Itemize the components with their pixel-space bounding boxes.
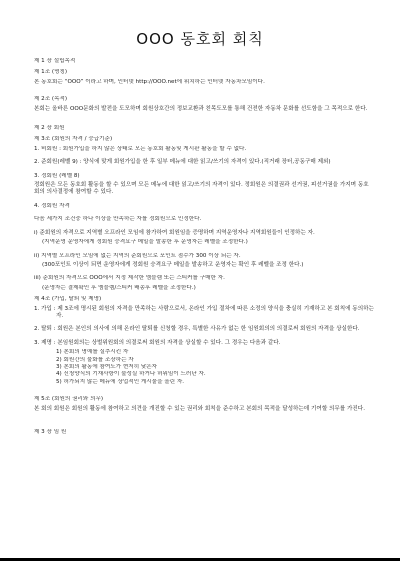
list-item-note: (운영자는 결제확인 후 엠블렘/스티커 배송후 레벨을 조정한다.) (42, 284, 196, 291)
sub-list-item: 3) 본회의 활동에 참여도가 현저히 낮은자 (56, 363, 158, 370)
list-item: ii) 지역별 오프라인 모임에 없는 지역의 준회원으로 포인트 점수가 300 이상 되는 자. (34, 252, 241, 259)
list-item: 3. 정회원 (레벨 8) (34, 172, 80, 179)
list-item: 1. 가입 : 제 3조에 명시된 회원의 자격을 만족하는 사람으로서, 온라인 가입 절차에 따른 소정의 양식을 충실히 기재하고 본 회칙에 동의하는 자. (34, 305, 374, 319)
article-text: 본회는 올바른 OOO문화의 발전을 도모하며 회원상호간의 정보교환과 친목도모를 통해 건전한 자동차 문화를 선도함을 그 목적으로 한다. (34, 105, 368, 112)
list-item: i) 준회원의 자격으로 지역별 오프라인 모임에 참가하여 회원임을 증명하며 지역운영자나 지역회원들이 인정하는 자. (34, 229, 315, 236)
article-heading: 제 4조 (가입, 탈퇴 및 제명) (34, 296, 102, 303)
sub-list-item: 1) 본회의 명예를 실추시킨 자 (56, 349, 129, 356)
document-title: OOO 동호회 회칙 (136, 30, 264, 48)
list-item: 1. 비회원 : 회원가입을 하지 않은 상태로 모든 동호회 활동및 게시판 활동을 할 수 없다. (34, 145, 247, 152)
article-heading: 제 2조 (목적) (34, 96, 68, 103)
list-item-note: (지역운영 운영자에게 정회원 승격요구 메일을 발송한 후 운영자는 레벨을 조정한다.) (42, 239, 248, 246)
sub-list-item: 4) 신청양식의 기재사항이 불성실 하거나 허위임이 드러난 자. (56, 371, 206, 378)
list-item: 2. 탈퇴 : 회원은 본인의 의사에 의해 온라인 탈퇴를 신청할 경우, 특별한 사유가 없는 한 임원회의의 의결로써 회원의 자격을 상실한다. (34, 326, 360, 333)
article-heading: 제 5조 (회원의 권리와 의무) (34, 396, 104, 403)
chapter-heading: 제 3 장 임 원 (34, 429, 67, 435)
article-heading: 제 1조 (명칭) (34, 69, 68, 76)
paragraph: 정회원은 모든 동호회 활동을 할 수 있으며 모든 메뉴에 대한 읽고/쓰기의 자격이 있다. 정회원은 의결권과 선거권, 피선거권을 가지며 동호회의 의사결정에 참여할 수 있다. (34, 182, 369, 196)
list-item: iii) 준회원의 자격으로 OOO에서 지정 제작한 엠블렘 또는 스티커를 구매한 자. (34, 275, 225, 282)
document-body (34, 52, 374, 440)
list-item: 2. 준회원(레벨 9) : 양식에 맞게 회원가입을 한 후 일부 메뉴에 대한 읽고/쓰기의 자격이 있다.(직거래 장터,공동구매 제외) (34, 159, 331, 166)
list-item-note: (300포인트 이상이 되면 운영자에게 정회원 승격요구 메일을 발송하고 운영자는 확인 후 레벨을 조정 한다.) (42, 261, 304, 268)
chapter-heading: 제 1 장 설립목적 (34, 58, 76, 64)
list-item: 4. 정회원 자격 (34, 202, 70, 209)
sub-list-item: 2) 회원간의 불화를 조장하는 자 (56, 356, 134, 363)
article-text: 본 동호회는 “OOO” 이라고 하며, 인터넷 http://OOO.net에 위치하는 인터넷 자동차모임이다. (34, 78, 265, 85)
sub-list-item: 5) 허가되지 않는 메뉴에 상업적인 게시물을 올린 자. (56, 378, 185, 385)
article-text: 본 회의 회원은 회원의 활동에 참여하고 의견을 개진할 수 있는 권리와 회칙을 준수하고 본회의 목적을 달성하는데 기여할 의무를 가진다. (34, 405, 365, 412)
bottom-rule (0, 558, 400, 561)
paragraph: 다음 세가지 조건중 하나 이상을 만족하는 자를 정회원으로 인정한다. (34, 216, 202, 223)
article-heading: 제 3조 (회원의 자격 / 승급기준) (34, 136, 113, 143)
list-item: 3. 제명 : 본임원회의는 상벌위원회의 의결로써 회원의 자격을 상실할 수 있다. 그 경우는 다음과 같다. (34, 339, 281, 346)
chapter-heading: 제 2 장 회원 (34, 125, 65, 132)
